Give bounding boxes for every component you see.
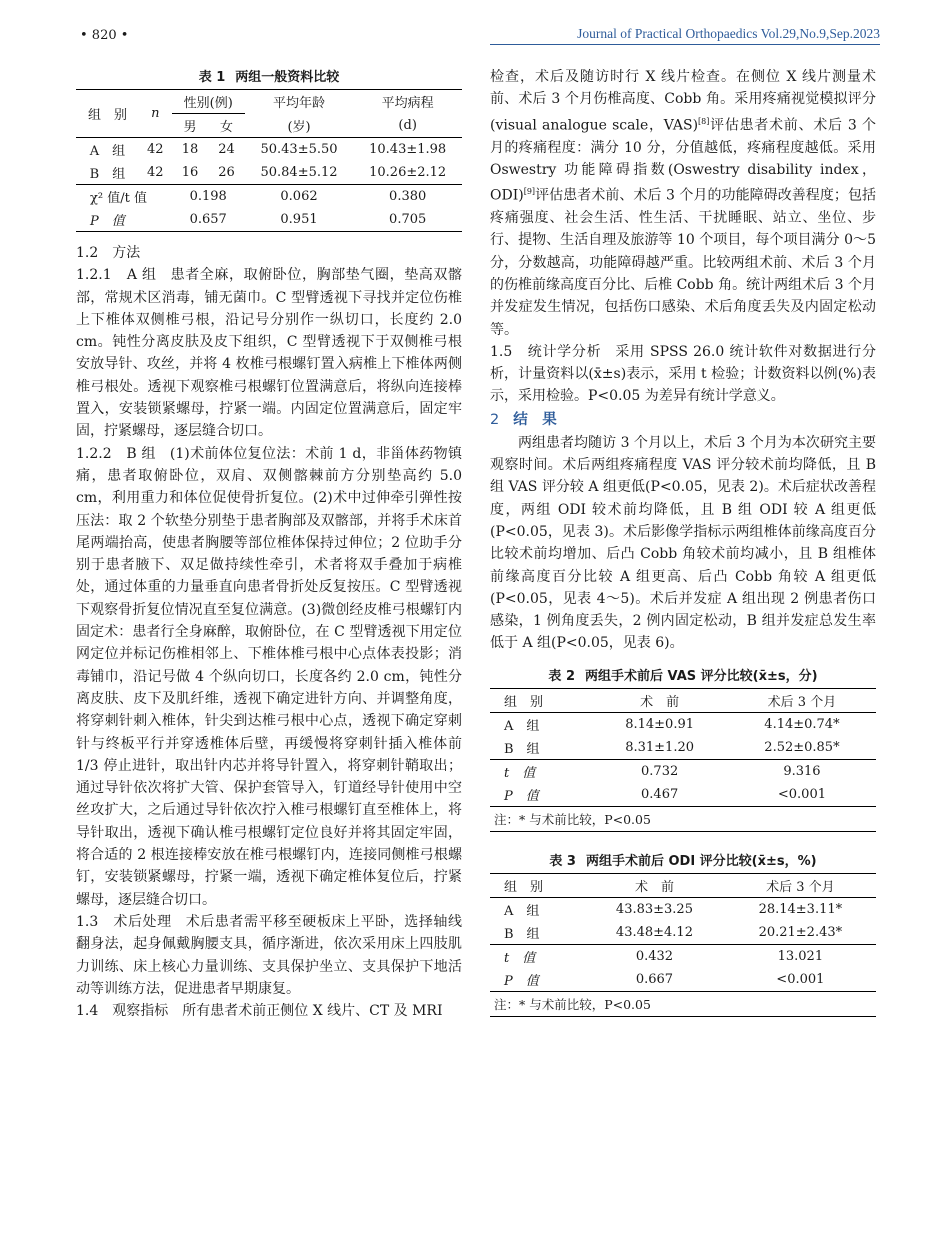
- table1-h-group: 组 别: [87, 108, 127, 123]
- table2-caption: [490, 665, 876, 684]
- table2-h-pre: 术 前: [640, 694, 680, 710]
- cell: 42: [147, 165, 164, 180]
- cell: 0.198: [189, 189, 227, 204]
- cell: A 组: [89, 144, 126, 159]
- section-1-2-2-heading: 1.2.2 B 组: [76, 445, 156, 462]
- table3-caption: [490, 850, 876, 869]
- cell: 26: [218, 165, 235, 180]
- section-1-2-2-text: (1)术前体位复位法：术前 1 d，非甾体药物镇痛，患者取俯卧位，双肩、双侧髂棘前方分别垫高约 5.0 cm，利用重力和体位促使骨折复位。(2)术中过伸牵引弹性按压法：取 2 个软垫分别垫于患者胸部及双髂部，并将手术床首尾两端抬高，使患者胸腰等部位椎体保持过伸位；2 位助手分别于患者腋下、双足做持续性牵引，术者将双手叠加于病椎处，通过体重的力量垂直向患者骨折处反复按压。C 型臂透视下观察骨折复位情况直至复位满意。(3)微创经皮椎弓根螺钉内固定术：患者行全身麻醉，取俯卧位，在 C 型臂透视下用定位网定位并标记伤椎相邻上、下椎体椎弓根中心点体表投影；消毒铺巾，沿记号做 4 个纵向切口，长度各约 2.0 cm，钝性分离皮肤、皮下及肌纤维，透视下确定进针方向、并调整角度，将穿刺针刺入椎体，针尖到达椎弓根中心点，透视下确定穿刺针与终板平行并穿透椎体后壁，再缓慢将穿刺针插入椎体前 1/3 停止进针，取出针内芯并将导针置入，将穿刺针鞘取出；通过导针依次将扩大管、保护套管导入，钉道经导针使用中空丝攻扩大，之后通过导针依次拧入椎弓根螺钉直至椎体上，将导针取出，透视下确认椎弓根螺钉定位良好并将其固定牢固，将合适的 2 根连接棒安放在椎弓根螺钉内，连接同侧椎弓根螺钉，安装锁紧螺母，拧紧一端，透视下确定椎体复位后，拧紧螺母，逐层缝合切口。: [76, 445, 462, 908]
- table-row: [490, 921, 876, 945]
- section-1-4: [76, 1000, 462, 1022]
- cell: 0.432: [635, 948, 674, 964]
- cell: 0.667: [635, 971, 674, 987]
- table3-number: 表 3: [549, 853, 576, 869]
- table-row: [490, 759, 876, 783]
- section-1-4-heading: 1.4 观察指标: [76, 1003, 169, 1020]
- ref-8: [8]: [698, 116, 710, 126]
- table1-h-female: 女: [219, 120, 233, 135]
- table1-number: 表 1: [198, 70, 226, 85]
- table2-number: 表 2: [548, 668, 575, 684]
- section-1-2-1-text: 患者全麻，取俯卧位，胸部垫气圈，垫高双髂部，常规术区消毒，铺无菌巾。C 型臂透视下寻找并定位伤椎上下椎体双侧椎弓根，沿记号分别作一纵切口，长度约 2.0 cm。钝性分离皮肤及皮下组织，C 型臂透视下于双侧椎弓根安放导针、攻丝，并将 4 枚椎弓根螺钉置入病椎上下椎体两侧椎弓根处。透视下观察椎弓根螺钉位置满意后，将纵向连接棒置入，安装锁紧螺母，拧紧一端。内固定位置满意后，固定牢固，拧紧螺母，逐层缝合切口。: [76, 267, 463, 440]
- journal-header: Journal of Practical Orthopaedics Vol.29,No.9,Sep.2023: [577, 26, 880, 41]
- cell: 2.52±0.85*: [764, 739, 840, 755]
- section-1-3-text: 术后患者需平移至硬板床上平卧，选择轴线翻身法，起身佩戴胸腰支具，循序渐进，依次采用床上四肢肌力训练、床上核心力量训练、支具保护坐立、支具保护下地活动等训练方法，促进患者早期康复。: [76, 913, 463, 997]
- text-span: 评估患者术前、术后 3 个月的功能障碍改善程度；包括疼痛强度、社会生活、性生活、干扰睡眠、站立、坐位、步行、提物、生活自理及旅游等 10 个项目，每个项目满分 0～5 分，分数越高，功能障碍越严重。比较两组术前、术后 3 个月的伤椎前缘高度百分比、后椎 Cobb 角。统计两组术后 3 个月并发症发生情况，包括伤口感染、术后角度丢失及内固定松动等。: [490, 187, 876, 338]
- cell: P 值: [504, 788, 539, 804]
- table2-title: 两组手术前后 VAS 评分比较(x̄±s，分): [585, 668, 818, 684]
- cell: 50.43±5.50: [260, 142, 338, 157]
- cell: 4.14±0.74*: [764, 716, 840, 732]
- section-1-2-2: [76, 443, 462, 911]
- cell: χ² 值/t 值: [90, 191, 147, 206]
- cell: 8.14±0.91: [625, 716, 695, 732]
- cell: 0.062: [280, 189, 318, 204]
- table-row: [76, 138, 462, 162]
- table1-h-age-unit: (岁): [287, 119, 311, 135]
- table3-note: 注：* 与术前比较，P<0.05: [494, 997, 651, 1013]
- table3-h-pre: 术 前: [634, 879, 674, 895]
- section-1-2-1: [76, 264, 462, 442]
- section-1-4-text: 所有患者术前正侧位 X 线片、CT 及 MRI: [182, 1003, 443, 1020]
- section-1-5-heading: 1.5 统计学分析: [490, 343, 602, 360]
- table1-h-sex: 性别(例): [172, 90, 245, 114]
- cell: <0.001: [776, 971, 825, 987]
- table1-h-n: n: [151, 106, 160, 121]
- cell: 43.83±3.25: [615, 901, 693, 917]
- table-row: [490, 783, 876, 807]
- cell: A 组: [504, 903, 540, 919]
- section-1-2-heading: 1.2 方法: [76, 245, 141, 261]
- results-paragraph: 两组患者均随访 3 个月以上，术后 3 个月为本次研究主要观察时间。术后两组疼痛程度 VAS 评分较术前均降低，且 B 组 VAS 评分较 A 组更低(P<0.05，见表 2)。术后症状改善程度，两组 ODI 较术前均降低，且 B 组 ODI 较 A 组更低(P<0.05，见表 3)。术后影像学指标示两组椎体前缘高度百分比较术前均增加、后凸 Cobb 角较术前均减小，且 B 组椎体前缘高度百分比较 A 组更高、后凸 Cobb 角较 A 组更低(P<0.05，见表 4～5)。术后并发症 A 组出现 2 例患者伤口感染，1 例角度丢失，2 例内固定松动，B 组并发症总发生率低于 A 组(P<0.05，见表 6)。: [490, 434, 876, 652]
- table1-caption: [76, 66, 462, 85]
- section-1-5-text: 采用 SPSS 26.0 统计软件对数据进行分析，计量资料以(x̄±s)表示，采用 t 检验；计数资料以例(%)表示，采用检验。P<0.05 为差异有统计学意义。: [490, 343, 877, 405]
- cell: B 组: [89, 167, 126, 182]
- table1-h-dur-unit: (d): [398, 117, 417, 133]
- right-column: [490, 66, 876, 1017]
- table2-note: 注：* 与术前比较，P<0.05: [494, 812, 651, 828]
- section-2-heading: [490, 408, 876, 432]
- cell: 10.26±2.12: [369, 165, 447, 180]
- table3-h-post: 术后 3 个月: [766, 879, 835, 895]
- section-1-3-heading: 1.3 术后处理: [76, 913, 172, 930]
- table-row: [76, 185, 462, 209]
- cell: A 组: [504, 718, 540, 734]
- observation-paragraph: [490, 66, 876, 341]
- cell: 0.732: [641, 763, 679, 779]
- ref-9: [9]: [523, 187, 536, 197]
- cell: 0.467: [641, 786, 679, 802]
- table-row: [76, 208, 462, 232]
- page-number: • 820 •: [80, 28, 129, 43]
- text-span: 检查，术后及随访时行 X 线片检查。在侧位 X 线片测量术前、术后 3 个月伤椎高度、Cobb 角。采用疼痛视觉模拟评分(visual analogue scale，VAS): [490, 69, 876, 134]
- cell: 28.14±3.11*: [758, 901, 843, 917]
- table1-h-male: 男: [183, 120, 197, 135]
- cell: 42: [147, 142, 164, 157]
- cell: B 组: [504, 741, 540, 757]
- cell: 13.021: [777, 948, 824, 964]
- cell: 43.48±4.12: [615, 924, 693, 940]
- table3-h-group: 组 别: [504, 879, 544, 895]
- table3-title: 两组手术前后 ODI 评分比较(x̄±s，%): [585, 853, 817, 869]
- cell: t 值: [504, 950, 536, 966]
- table2-h-group: 组 别: [504, 694, 544, 710]
- cell: 0.705: [389, 212, 427, 227]
- section-2-title: 结 果: [513, 411, 557, 428]
- section-2-number: 2: [490, 411, 500, 428]
- cell: B 组: [504, 926, 540, 942]
- cell: 0.951: [280, 212, 318, 227]
- cell: <0.001: [777, 786, 826, 802]
- table1: [76, 89, 462, 232]
- cell: 10.43±1.98: [369, 142, 447, 157]
- section-1-3: [76, 911, 462, 1000]
- table-row: [490, 944, 876, 968]
- cell: 24: [218, 142, 235, 157]
- left-column: [76, 66, 462, 1022]
- table-row: [76, 161, 462, 185]
- cell: 20.21±2.43*: [758, 924, 843, 940]
- table-row: [490, 968, 876, 992]
- cell: P 值: [90, 214, 125, 229]
- cell: t 值: [504, 765, 536, 781]
- cell: 18: [181, 142, 199, 157]
- table1-h-age: 平均年龄: [273, 96, 326, 112]
- text-span: 评估患者术前、术后 3 个月的疼痛程度：满分 10 分，分值越低，疼痛程度越低。采用 Oswestry 功能障碍指数(Oswestry disability index，ODI): [490, 117, 876, 204]
- cell: 0.657: [189, 212, 227, 227]
- section-1-5: [490, 341, 876, 408]
- cell: 0.380: [389, 189, 427, 204]
- table-row: [490, 897, 876, 921]
- table1-h-dur: 平均病程: [381, 96, 434, 112]
- cell: 50.84±5.12: [260, 165, 338, 180]
- table-row: [490, 736, 876, 760]
- cell: 9.316: [783, 763, 821, 779]
- cell: 16: [181, 165, 199, 180]
- cell: P 值: [504, 973, 539, 989]
- table2-h-post: 术后 3 个月: [767, 694, 837, 710]
- section-1-2-1-heading: 1.2.1 A 组: [76, 267, 157, 284]
- header-rule: [490, 44, 880, 45]
- cell: 8.31±1.20: [625, 739, 695, 755]
- table3: [490, 873, 876, 1017]
- table1-title: 两组一般资料比较: [235, 70, 340, 85]
- table2: [490, 688, 876, 832]
- table-row: [490, 712, 876, 736]
